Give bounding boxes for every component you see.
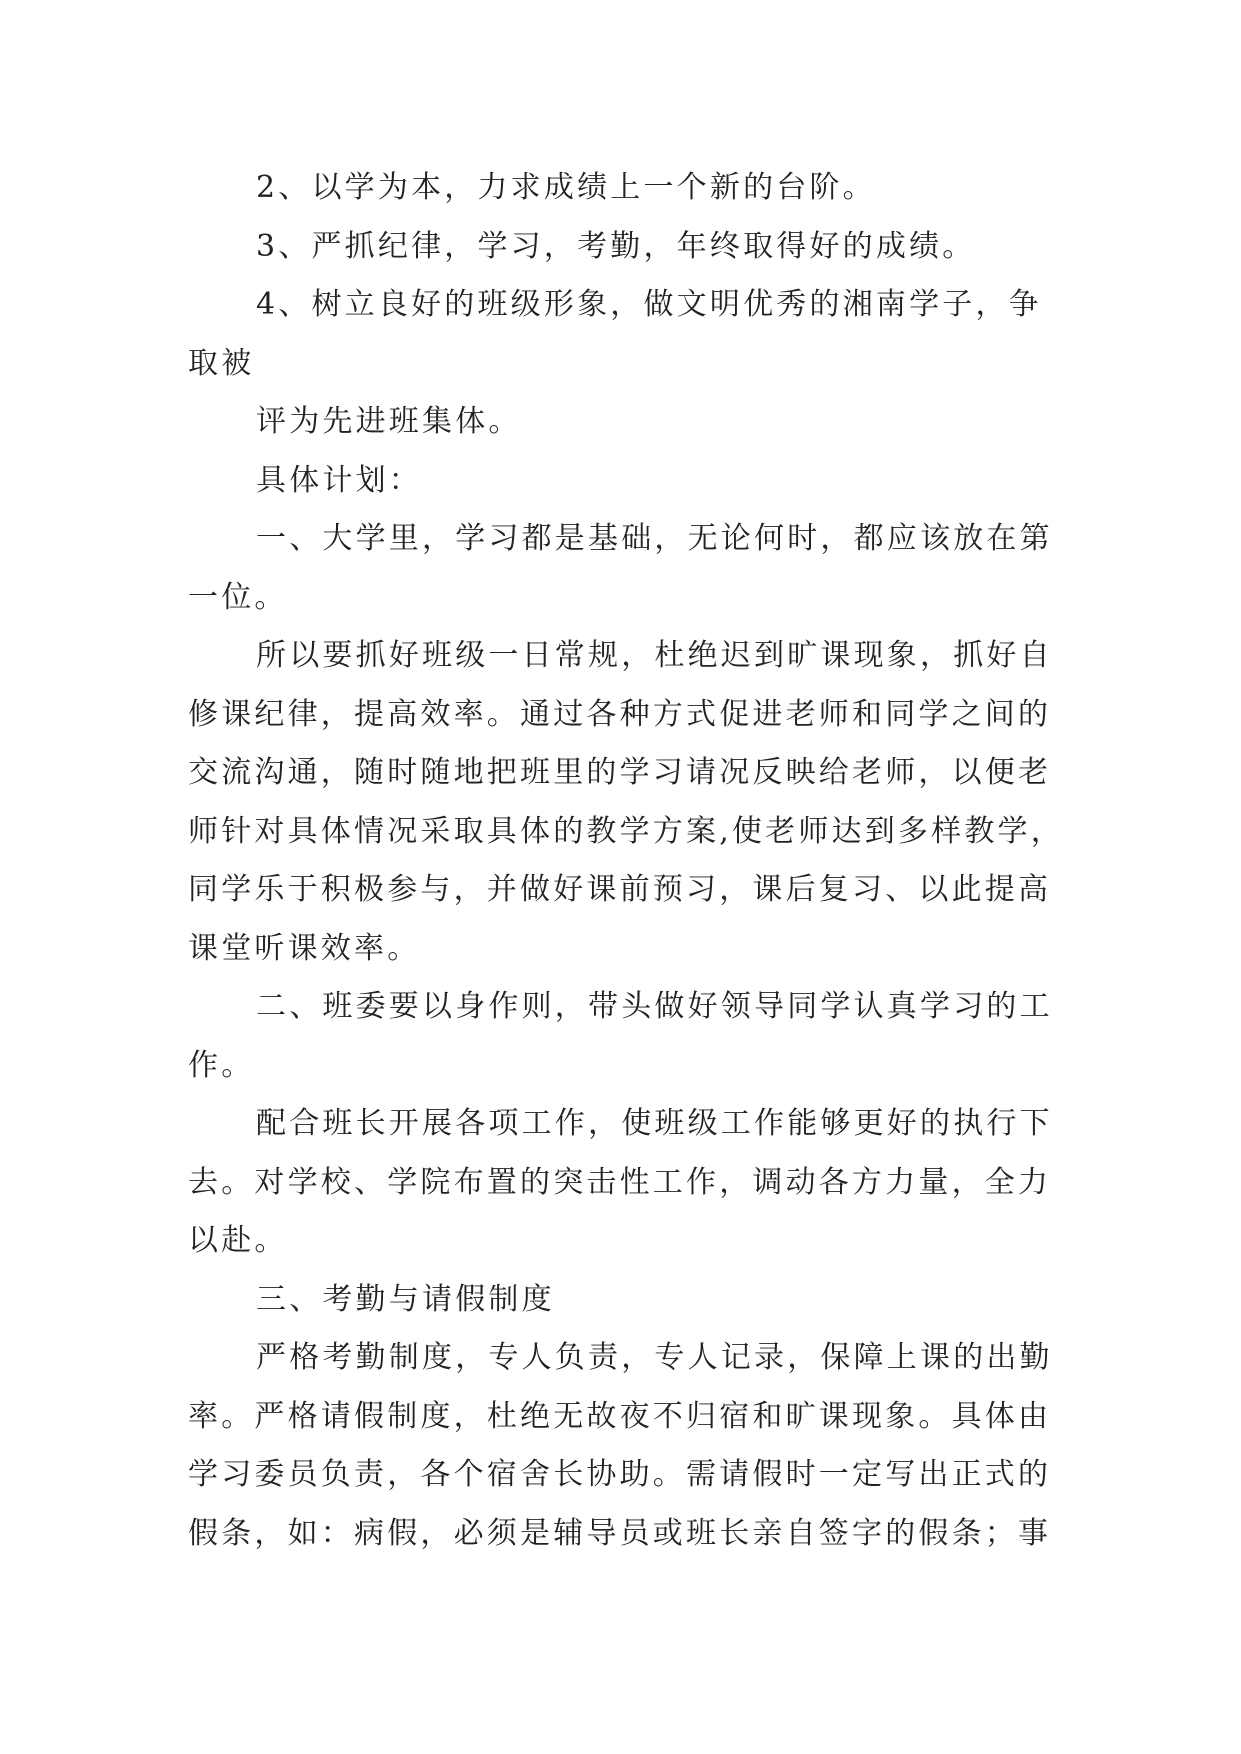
text-line: 取被 [188, 345, 255, 381]
text-line: 所以要抓好班级一日常规，杜绝迟到旷课现象，抓好自 [256, 638, 1053, 673]
text-line: 率。严格请假制度，杜绝无故夜不归宿和旷课现象。具体由 [188, 1398, 1052, 1434]
text-line: 2、以学为本，力求成绩上一个新的台阶。 [256, 170, 876, 205]
text-line: 同学乐于积极参与，并做好课前预习，课后复习、以此提高 [188, 872, 1052, 907]
text-line: 课堂听课效率。 [188, 930, 421, 966]
text-line: 4、树立良好的班级形象，做文明优秀的湘南学子，争 [256, 287, 1042, 322]
text-line: 假条，如：病假，必须是辅导员或班长亲自签字的假条；事 [188, 1515, 1052, 1551]
text-line: 3、严抓纪律，学习，考勤，年终取得好的成绩。 [256, 228, 976, 264]
text-line: 交流沟通，随时随地把班里的学习请况反映给老师，以便老 [188, 755, 1052, 790]
text-line: 一位。 [188, 579, 288, 615]
text-line: 严格考勤制度，专人负责，专人记录，保障上课的出勤 [256, 1340, 1053, 1375]
text-line: 去。对学校、学院布置的突击性工作，调动各方力量，全力 [188, 1164, 1052, 1200]
text-line: 学习委员负责，各个宿舍长协助。需请假时一定写出正式的 [188, 1457, 1052, 1492]
text-line: 修课纪律，提高效率。通过各种方式促进老师和同学之间的 [188, 696, 1052, 732]
text-line: 一、大学里，学习都是基础，无论何时，都应该放在第 [256, 521, 1053, 556]
text-line: 作。 [188, 1047, 255, 1083]
text-line: 配合班长开展各项工作，使班级工作能够更好的执行下 [256, 1106, 1053, 1141]
text-line: 三、考勤与请假制度 [256, 1281, 555, 1317]
text-line: 评为先进班集体。 [256, 404, 522, 439]
text-line: 二、班委要以身作则，带头做好领导同学认真学习的工 [256, 989, 1053, 1024]
text-line: 师针对具体情况采取具体的教学方案,使老师达到多样教学， [188, 813, 1064, 849]
text-line: 具体计划： [256, 462, 422, 498]
text-line: 以赴。 [188, 1223, 288, 1258]
document-body [188, 159, 1064, 1563]
